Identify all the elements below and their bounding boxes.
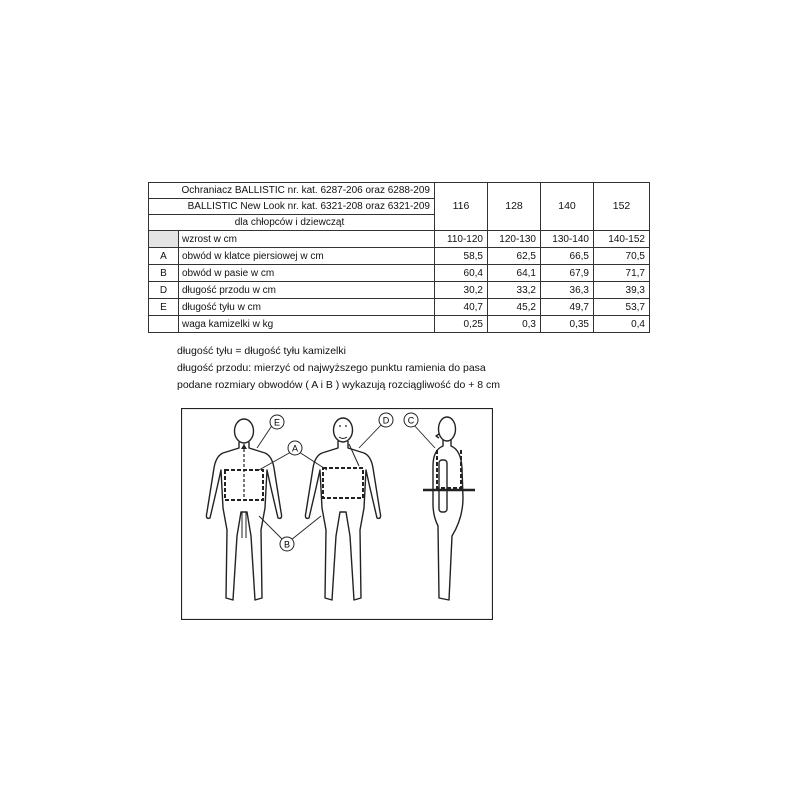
row-code: B [149,265,179,282]
row-value: 140-152 [594,231,650,248]
table-row [149,231,650,248]
svg-text:B: B [283,539,291,550]
row-value: 70,5 [594,248,650,265]
row-value: 53,7 [594,299,650,316]
row-value: 120-130 [488,231,541,248]
size-header-116: 116 [435,183,488,231]
row-value: 45,2 [488,299,541,316]
row-value: 36,3 [541,282,594,299]
row-value: 33,2 [488,282,541,299]
row-value: 39,3 [594,282,650,299]
table-title-line-2: BALLISTIC New Look nr. kat. 6321-208 oraz 6321-209 [149,199,435,215]
svg-text:C: C [407,415,415,426]
row-value: 62,5 [488,248,541,265]
measurement-notes [177,343,500,394]
table-row [149,265,650,282]
row-value: 40,7 [435,299,488,316]
row-value: 0,4 [594,316,650,333]
row-label: obwód w klatce piersiowej w cm [179,248,435,265]
row-value: 64,1 [488,265,541,282]
note-line: długość tyłu = długość tyłu kamizelki [177,345,346,357]
row-label: obwód w pasie w cm [179,265,435,282]
row-code [149,231,179,248]
row-value: 49,7 [541,299,594,316]
row-value: 71,7 [594,265,650,282]
table-title-line-3: dla chłopców i dziewcząt [149,215,435,231]
table-title-line-1: Ochraniacz BALLISTIC nr. kat. 6287-206 oraz 6288-209 [149,183,435,199]
table-row [149,316,650,333]
row-value: 0,3 [488,316,541,333]
marker-C [404,413,418,427]
row-value: 0,35 [541,316,594,333]
svg-text:D: D [382,415,390,426]
size-header-152: 152 [594,183,650,231]
measurement-diagram [181,408,493,620]
marker-A [288,441,302,455]
row-value: 60,4 [435,265,488,282]
row-value: 67,9 [541,265,594,282]
row-label: długość tyłu w cm [179,299,435,316]
marker-D [379,413,393,427]
row-value: 66,5 [541,248,594,265]
table-row [149,299,650,316]
table-row [149,248,650,265]
note-line: długość przodu: mierzyć od najwyższego punktu ramienia do pasa [177,362,486,374]
row-label: długość przodu w cm [179,282,435,299]
size-header-140: 140 [541,183,594,231]
row-value: 30,2 [435,282,488,299]
svg-text:A: A [291,443,299,454]
svg-text:E: E [273,417,281,428]
row-code: D [149,282,179,299]
marker-B [280,537,294,551]
row-value: 110-120 [435,231,488,248]
note-line: podane rozmiary obwodów ( A i B ) wykazują rozciągliwość do + 8 cm [177,379,501,391]
row-code: E [149,299,179,316]
table-title-row [149,183,650,199]
marker-E [270,415,284,429]
row-label: wzrost w cm [179,231,435,248]
row-code [149,316,179,333]
row-value: 58,5 [435,248,488,265]
size-header-128: 128 [488,183,541,231]
table-row [149,282,650,299]
row-code: A [149,248,179,265]
row-value: 130-140 [541,231,594,248]
size-table [148,182,650,333]
row-label: waga kamizelki w kg [179,316,435,333]
row-value: 0,25 [435,316,488,333]
